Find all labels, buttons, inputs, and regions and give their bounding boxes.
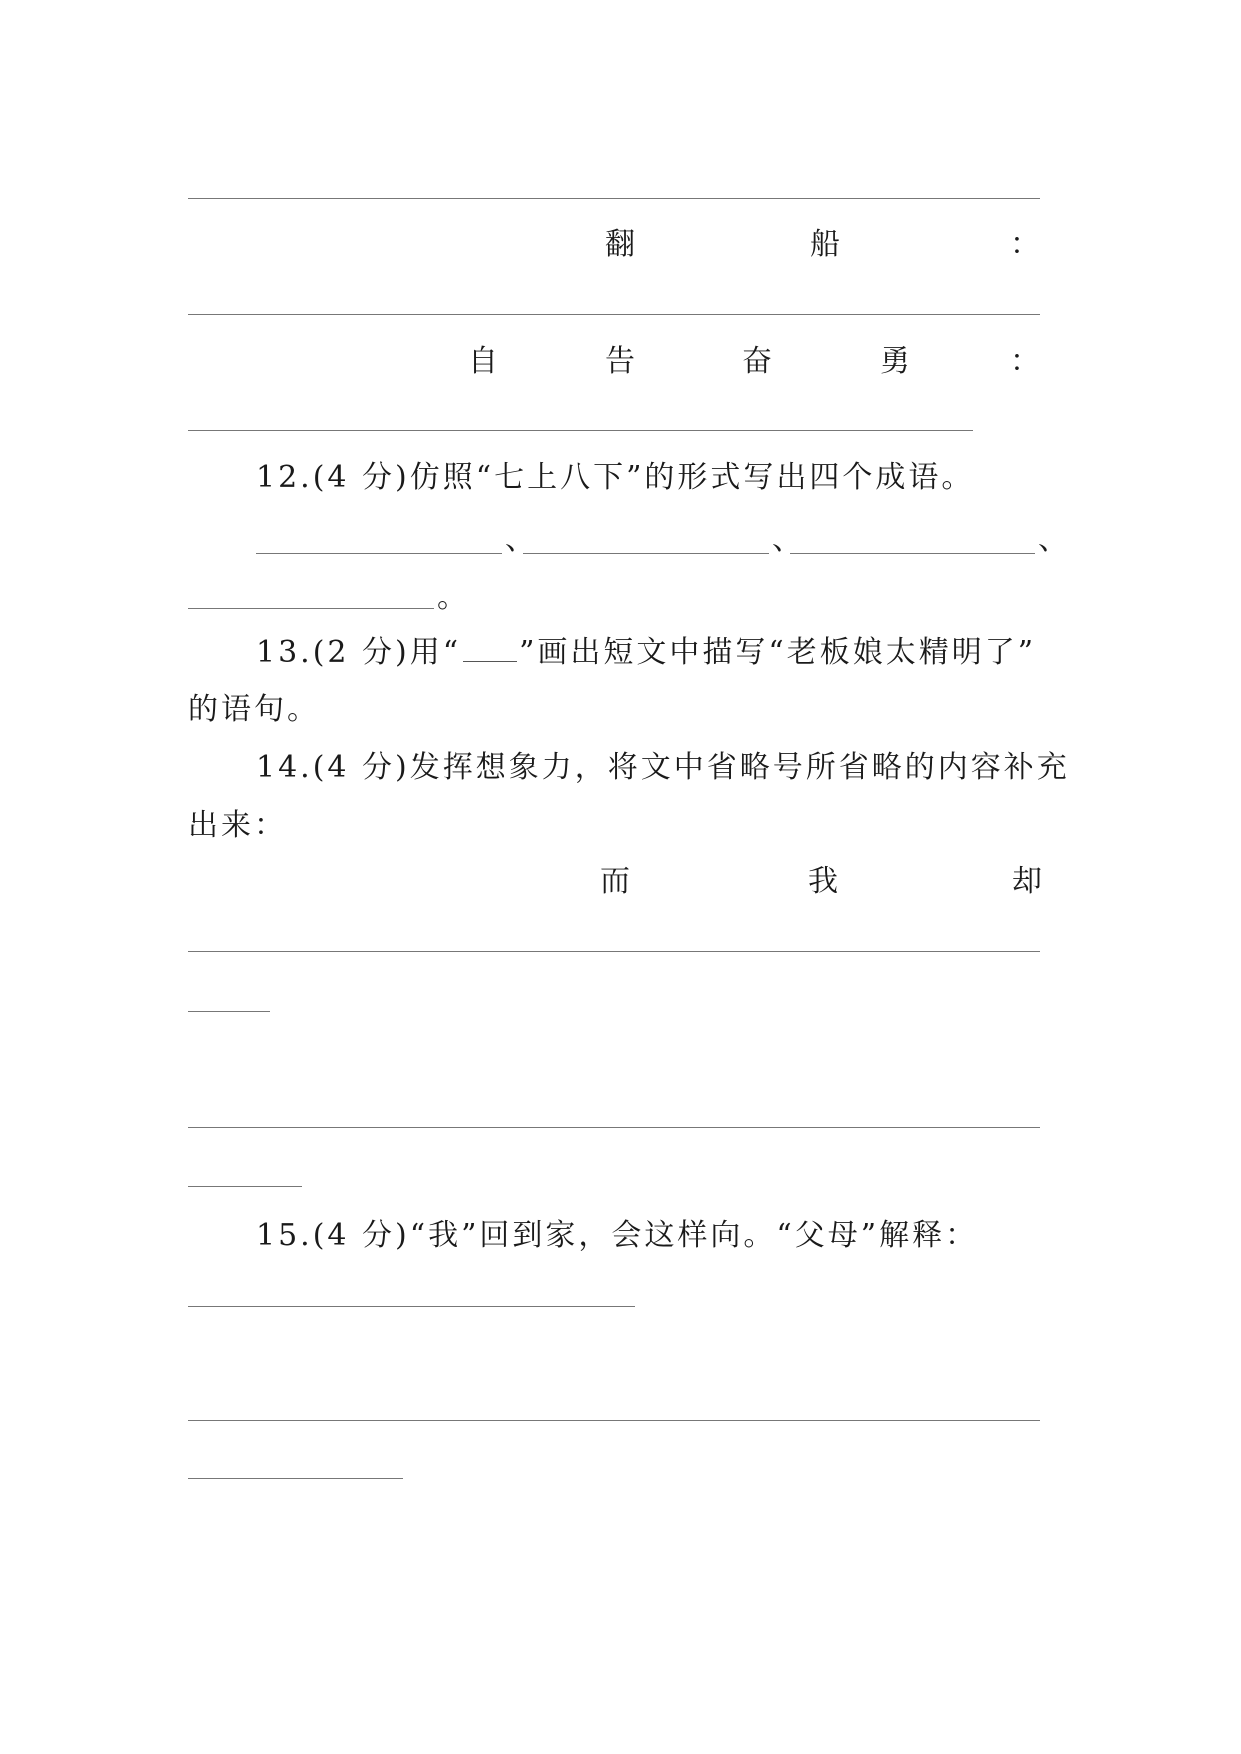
term-colon: ： (1010, 227, 1040, 262)
idiom-separator: 、 (505, 522, 535, 557)
answer-line (188, 1420, 1040, 1421)
idiom-end: 。 (437, 580, 467, 615)
idiom-blank-2 (523, 553, 769, 554)
question-14-line2: 出来： (188, 808, 287, 843)
term-char: 翻 (605, 227, 635, 262)
idiom-separator: 、 (772, 522, 802, 557)
idiom-blank-3 (790, 553, 1035, 554)
idiom-blank-1 (256, 553, 502, 554)
term-char: 奋 (742, 344, 772, 379)
idiom-separator: 、 (1038, 522, 1068, 557)
answer-line (188, 951, 1040, 952)
term-char: 勇 (880, 344, 910, 379)
question-15: 15.(4 分)“我”回到家，会这样向。“父母”解释： (256, 1218, 979, 1253)
term-char: 自 (468, 344, 498, 379)
underline-sample (463, 660, 517, 662)
term-char: 却 (1012, 864, 1042, 899)
question-13-suffix: ”画出短文中描写“老板娘太精明了” (519, 635, 1037, 670)
term-char: 我 (808, 864, 838, 899)
question-14-line1: 14.(4 分)发挥想象力，将文中省略号所省略的内容补充 (256, 750, 1070, 785)
answer-line (188, 1306, 635, 1307)
answer-line (188, 314, 1040, 315)
term-char: 而 (600, 864, 630, 899)
answer-line (188, 198, 1040, 199)
question-12: 12.(4 分)仿照“七上八下”的形式写出四个成语。 (256, 460, 975, 495)
answer-line (188, 1127, 1040, 1128)
answer-line-short (188, 1478, 403, 1479)
term-char: 告 (605, 344, 635, 379)
question-13-line1 (256, 633, 1036, 673)
term-colon: ： (1010, 344, 1040, 379)
answer-line-short (188, 1011, 270, 1012)
term-char: 船 (810, 227, 840, 262)
question-13-line2: 的语句。 (188, 692, 320, 727)
answer-line (188, 430, 973, 431)
answer-line-short (188, 1186, 302, 1187)
question-13-prefix: 13.(2 分)用“ (256, 635, 462, 670)
idiom-blank-4 (188, 608, 434, 609)
